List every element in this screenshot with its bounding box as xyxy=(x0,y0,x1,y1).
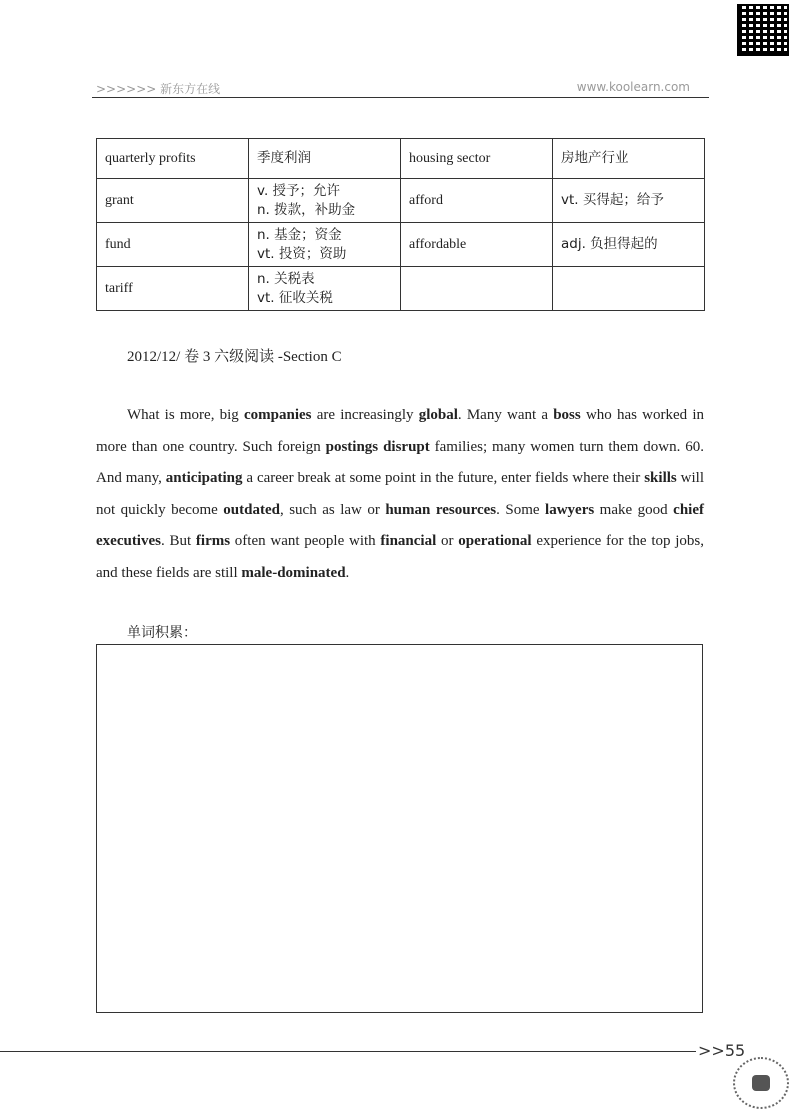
cell-text: 房地产行业 xyxy=(561,150,629,166)
cell-text: grant xyxy=(105,193,134,208)
header-divider xyxy=(92,97,709,98)
definition-cell xyxy=(553,179,705,223)
mascot-badge-icon xyxy=(733,1057,789,1109)
cell-text: v. 授予；允许 xyxy=(257,182,341,199)
passage-text: or xyxy=(436,533,459,549)
keyword: human resources xyxy=(385,501,497,518)
cell-text: vt. 买得起；给予 xyxy=(561,192,664,208)
definition-cell xyxy=(249,223,401,267)
notes-box xyxy=(96,644,703,1013)
definition-cell xyxy=(553,267,705,311)
passage-text: families; many women turn them down. 60. And many, xyxy=(96,438,705,486)
passage-text: who has worked in more than one country. Such foreign xyxy=(96,407,704,455)
definition-cell xyxy=(553,139,705,179)
definition-cell xyxy=(249,139,401,179)
table-row xyxy=(97,139,705,179)
keyword: firms xyxy=(195,533,231,549)
cell-text: vt. 征收关税 xyxy=(257,289,333,306)
cell-text: housing sector xyxy=(409,151,491,166)
table-row xyxy=(97,179,705,223)
cell-text: n. 关税表 xyxy=(257,270,315,287)
keyword: outdated xyxy=(223,501,280,518)
term-cell xyxy=(401,139,553,179)
passage-text: . But xyxy=(160,533,196,549)
passage-text: What is more, big xyxy=(127,407,244,423)
footer-divider xyxy=(0,1051,696,1052)
cell-text: tariff xyxy=(105,281,133,296)
passage-text: experience for the top jobs, and these fields are still xyxy=(96,533,704,581)
words-label: 单词积累： xyxy=(127,625,197,641)
cell-text: quarterly profits xyxy=(105,151,196,166)
keyword: postings xyxy=(325,438,379,455)
keyword: anticipating xyxy=(165,470,243,486)
qr-code-icon xyxy=(737,4,789,56)
passage-text: make good xyxy=(594,501,674,518)
keyword: disrupt xyxy=(383,438,430,455)
table-row xyxy=(97,267,705,311)
passage-text: a career break at some point in the future, enter fields where their xyxy=(242,470,645,486)
vocab-table xyxy=(96,138,705,311)
keyword: lawyers xyxy=(545,501,595,518)
term-cell xyxy=(97,223,249,267)
cell-text: adj. 负担得起的 xyxy=(561,236,658,252)
term-cell xyxy=(97,179,249,223)
header-url: www.koolearn.com xyxy=(576,80,690,94)
definition-cell xyxy=(249,267,401,311)
passage-text: will not quickly become xyxy=(96,470,705,518)
passage-text: often want people with xyxy=(230,533,381,549)
keyword: boss xyxy=(553,407,581,423)
keyword: companies xyxy=(244,407,312,423)
term-cell xyxy=(401,223,553,267)
cell-text: 季度利润 xyxy=(257,150,311,166)
cell-text: vt. 投资；资助 xyxy=(257,245,347,262)
cell-text: n. 拨款，补助金 xyxy=(257,201,356,218)
page-number: >>55 xyxy=(698,1041,746,1060)
cell-text: affordable xyxy=(409,237,467,252)
reading-passage xyxy=(96,400,704,589)
cell-text: afford xyxy=(409,193,443,208)
term-cell xyxy=(97,139,249,179)
term-cell xyxy=(401,179,553,223)
passage-text: . Some xyxy=(496,501,546,518)
keyword: chief executives xyxy=(96,501,704,549)
definition-cell xyxy=(249,179,401,223)
term-cell xyxy=(401,267,553,311)
cell-text: n. 基金；资金 xyxy=(257,226,342,243)
section-title: 2012/12/ 卷 3 六级阅读 -Section C xyxy=(127,349,342,365)
passage-text: , such as law or xyxy=(279,501,386,518)
keyword: financial xyxy=(380,533,437,549)
cell-text: fund xyxy=(105,237,131,252)
keyword: operational xyxy=(458,533,532,549)
term-cell xyxy=(97,267,249,311)
keyword: global xyxy=(418,407,458,423)
definition-cell xyxy=(553,223,705,267)
keyword: skills xyxy=(644,470,677,486)
table-row xyxy=(97,223,705,267)
header-brand: >>>>>> 新东方在线 xyxy=(96,82,221,96)
passage-text: are increasingly xyxy=(311,407,419,423)
keyword: male-dominated xyxy=(241,564,346,581)
passage-text: . Many want a xyxy=(457,407,554,423)
passage-text: . xyxy=(345,564,350,581)
